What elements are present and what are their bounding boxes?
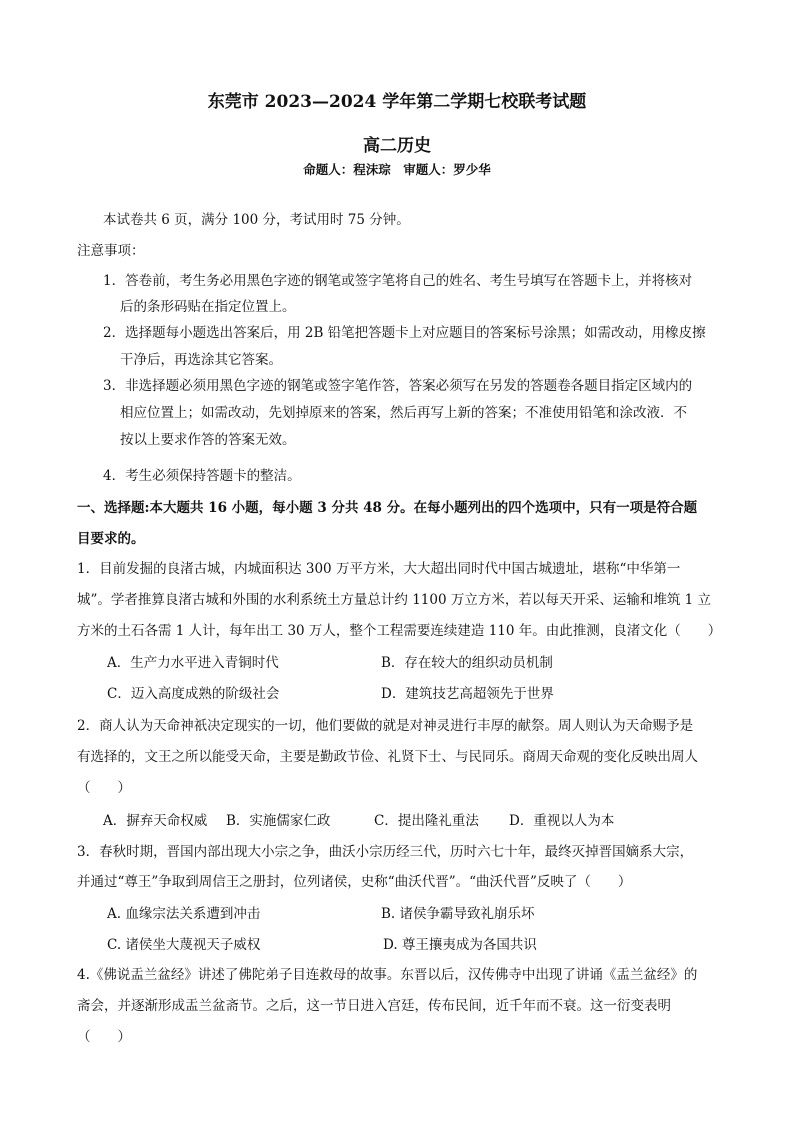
subject-title: 高二历史 — [363, 136, 431, 156]
question-line: 3．春秋时期，晋国内部出现大小宗之争，曲沃小宗历经三代，历时六七十年，最终灭掉晋国嫡系大宗， — [77, 844, 694, 860]
question-line: 并通过“尊王”争取到周信王之册封，位列诸侯，史称“曲沃代晋”。“曲沃代晋”反映了（ ） — [77, 874, 632, 890]
question-line: （ ） — [77, 780, 131, 796]
section-heading: 目要求的。 — [77, 531, 145, 547]
note-line: 后的条形码贴在指定位置上。 — [120, 299, 296, 315]
option-d: D. 尊王攘夷成为各国共识 — [383, 937, 537, 953]
question-line: 4.《佛说盂兰盆经》讲述了佛陀弟子目连救母的故事。东晋以后，汉传佛寺中出现了讲诵《盂兰盆经》的 — [77, 967, 698, 983]
question-line: 斋会，并逐渐形成盂兰盆斋节。之后，这一节日进入宫廷，传布民间，近千年而不衰。这一衍变表明 — [77, 998, 671, 1014]
question-line: （ ） — [77, 1029, 131, 1045]
question-line: 2．商人认为天命神祇决定现实的一切，他们要做的就是对神灵进行丰厚的献祭。周人则认为天命赐予是 — [77, 718, 694, 734]
note-line: 2．选择题每小题选出答案后，用 2B 铅笔把答题卡上对应题目的答案标号涂黑；如需改动，用橡皮擦 — [103, 325, 706, 341]
exam-title: 东莞市 2023—2024 学年第二学期七校联考试题 — [207, 92, 587, 112]
option-a: A．生产力水平进入青铜时代 — [107, 655, 279, 671]
note-line: 相应位置上；如需改动，先划掉原来的答案，然后再写上新的答案；不准使用铅笔和涂改液．不 — [120, 405, 687, 421]
option-c: C．提出隆礼重法 — [374, 813, 479, 829]
question-line: 有选择的，文王之所以能受天命，主要是勤政节俭、礼贤下士、与民同乐。商周天命观的变化反映出周人 — [77, 749, 698, 765]
option-a: A. 血缘宗法关系遭到冲击 — [107, 906, 261, 922]
option-b: B．实施儒家仁政 — [226, 813, 331, 829]
option-b: B. 诸侯争霸导致礼崩乐坏 — [381, 906, 535, 922]
note-line: 干净后，再选涂其它答案。 — [120, 352, 282, 368]
exam-summary: 本试卷共 6 页，满分 100 分，考试用时 75 分钟。 — [103, 212, 410, 228]
note-line: 4．考生必须保持答题卡的整洁。 — [103, 468, 301, 484]
note-line: 1．答卷前，考生务必用黑色字迹的钢笔或签字笔将自己的姓名、考生号填写在答题卡上，并将核对 — [103, 273, 693, 289]
option-c: C．迈入高度成熟的阶级社会 — [107, 686, 280, 702]
section-heading: 一、选择题:本大题共 16 小题，每小题 3 分共 48 分。在每小题列出的四个选项中，只有一项是符合题 — [77, 500, 698, 516]
question-line: 城”。学者推算良渚古城和外围的水利系统土方量总计约 1100 万立方米，若以每天开采、运输和堆筑 1 立 — [77, 592, 712, 608]
authors-line: 命题人：程沫琮 审题人：罗少华 — [303, 162, 491, 177]
option-b: B．存在较大的组织动员机制 — [381, 655, 553, 671]
note-line: 按以上要求作答的答案无效。 — [120, 432, 296, 448]
option-a: A．摒弃天命权威 — [103, 813, 208, 829]
option-c: C. 诸侯坐大蔑视天子威权 — [107, 937, 261, 953]
option-d: D．建筑技艺高超领先于世界 — [381, 686, 554, 702]
notice-heading: 注意事项： — [77, 243, 145, 259]
option-d: D．重视以人为本 — [509, 813, 615, 829]
note-line: 3．非选择题必须用黑色字迹的钢笔或签字笔作答，答案必须写在另发的答题卷各题目指定区域内的 — [103, 378, 693, 394]
question-line: 方米的土石各需 1 人计，每年出工 30 万人，整个工程需要连续建造 110 年。由此推测，良渚文化（ ） — [77, 623, 722, 639]
question-line: 1．目前发掘的良渚古城，内城面积达 300 万平方米，大大超出同时代中国古城遗址，堪称“中华第一 — [77, 561, 681, 577]
